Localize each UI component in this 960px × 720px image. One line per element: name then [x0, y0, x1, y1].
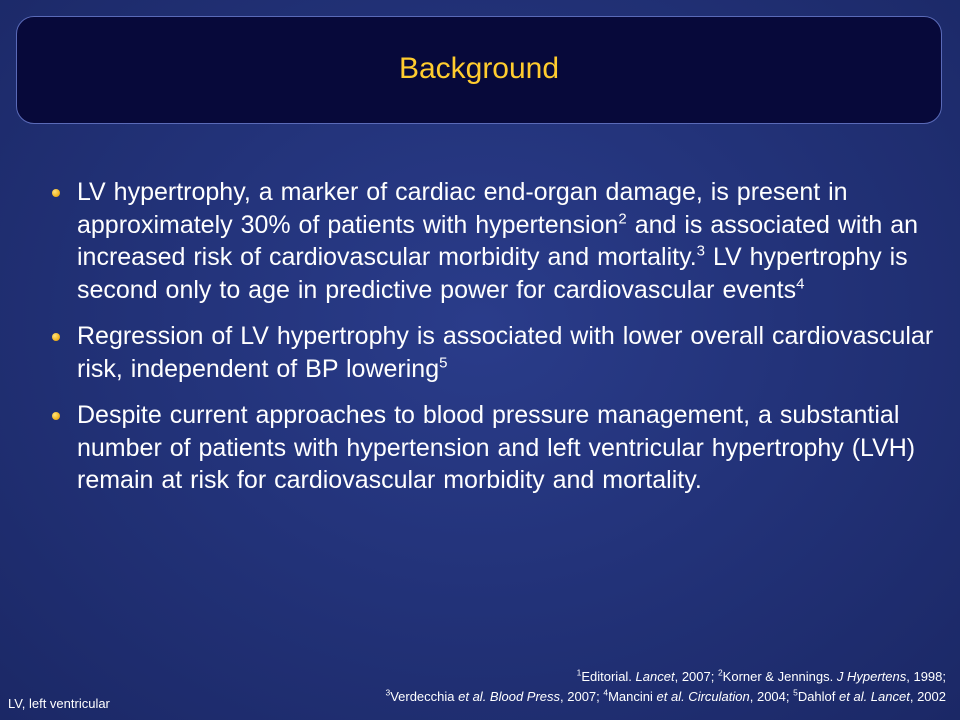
bullet-dot-icon	[52, 333, 60, 341]
bullet-item	[50, 176, 940, 306]
bullet-item	[50, 320, 940, 385]
slide-title: Background	[398, 52, 560, 85]
bullet-text: Regression of LV hypertrophy is associated with lower overall cardiovascular risk, independent of BP lowering$^5$	[77, 322, 934, 383]
citation-marker: 5	[439, 354, 448, 372]
title-banner	[16, 16, 942, 124]
reference-line-2: $^3$Verdecchia et al. Blood Press, 2007; $^4$Mancini et al. Circulation, 2004; $^5$Dahlof et al. Lancet, 2002	[385, 687, 946, 704]
bullet-text: Despite current approaches to blood pressure management, a substantial number of patients with hypertension and left ventricular hypertrophy (LVH) remain at risk for cardiovascular morbidity and mortality.	[77, 401, 916, 494]
citation-marker: 3	[696, 242, 706, 260]
bullet-dot-icon	[52, 189, 60, 197]
abbreviation-footnote: LV, left ventricular	[8, 696, 110, 711]
reference-line-1: $^1$Editorial. Lancet, 2007; $^2$Korner & Jennings. J Hypertens, 1998;	[576, 667, 946, 684]
references	[226, 667, 946, 707]
bullet-text: LV hypertrophy, a marker of cardiac end-organ damage, is present in approximately 30% of patients with hypertension$^2$ and is associated with an increased risk of cardiovascular morbidity and mortality.$^3$ LV hypertrophy is second only to age in predictive power for cardiovascular events$^4$	[77, 178, 919, 304]
citation-marker: 2	[618, 210, 627, 228]
bullet-list	[50, 176, 940, 511]
bullet-dot-icon	[52, 412, 60, 420]
citation-marker: 4	[796, 275, 805, 293]
bullet-item	[50, 399, 940, 497]
